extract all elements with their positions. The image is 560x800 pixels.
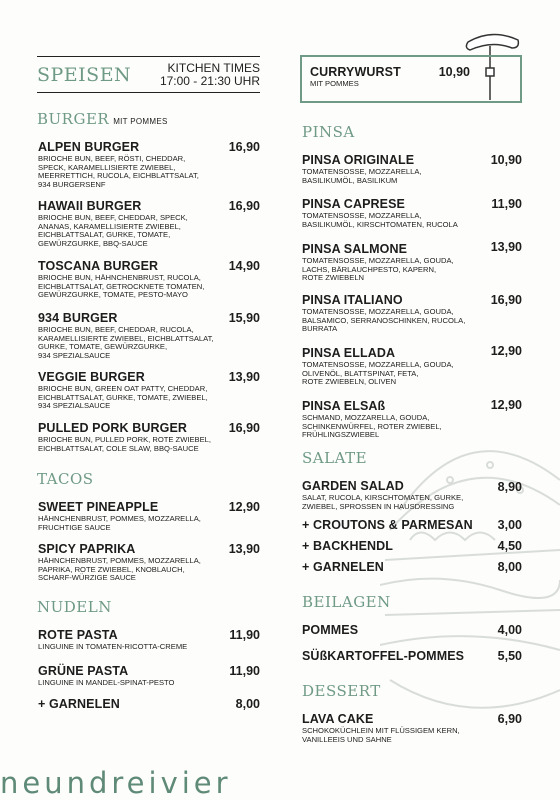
- menu-item: [302, 650, 487, 663]
- item-price: 12,90: [490, 398, 522, 412]
- section-beilagen: BEILAGEN: [302, 593, 391, 611]
- item-name: CURRYWURST: [310, 65, 401, 79]
- item-desc: TOMATENSOSSE, MOZZARELLA, GOUDA, OLIVENÖL, BLATTSPINAT, FETA, ROTE ZWIEBELN, OLIVEN: [302, 360, 454, 387]
- item-price: 16,90: [490, 293, 522, 307]
- item-price: 3,00: [497, 518, 522, 532]
- item-price: 13,90: [228, 370, 260, 384]
- item-name: SÜßKARTOFFEL-POMMES: [302, 649, 465, 663]
- item-desc: HÄHNCHENBRUST, POMMES, MOZZARELLA, PAPRIKA, ROTE ZWIEBEL, KNOBLAUCH, SCHARF-WÜRZIGE SAUCE: [38, 556, 201, 583]
- item-price: 10,90: [438, 65, 470, 79]
- item-name: PINSA ELLADA: [302, 346, 396, 360]
- section-burger-sub: MIT POMMES: [113, 117, 168, 126]
- item-name: PINSA ORIGINALE: [302, 153, 415, 167]
- item-price: 15,90: [228, 311, 260, 325]
- section-dessert: DESSERT: [302, 682, 381, 700]
- item-desc: SCHOKOKÜCHLEIN MIT FLÜSSIGEM KERN, VANILLEEIS UND SAHNE: [302, 726, 460, 744]
- item-name: ALPEN BURGER: [38, 140, 140, 154]
- page-title: SPEISEN: [37, 64, 132, 86]
- menu-item: [302, 347, 482, 387]
- item-price: 12,90: [490, 344, 522, 358]
- item-desc: LINGUINE IN MANDEL-SPINAT-PESTO: [38, 678, 175, 687]
- item-price: 11,90: [491, 197, 522, 211]
- menu-item: [302, 480, 487, 511]
- item-desc: BRIOCHE BUN, GREEN OAT PATTY, CHEDDAR, EICHBLATTSALAT, GURKE, TOMATE, ZWIEBEL, 934 SPEZIALSAUCE: [38, 384, 208, 411]
- section-burger-title: BURGER: [37, 110, 110, 128]
- kitchen-times: [140, 62, 260, 88]
- item-price: 6,90: [497, 712, 522, 726]
- item-name: SWEET PINEAPPLE: [38, 500, 159, 514]
- item-name: ROTE PASTA: [38, 628, 118, 642]
- item-desc: BRIOCHE BUN, PULLED PORK, ROTE ZWIEBEL, EICHBLATTSALAT, COLE SLAW, BBQ-SAUCE: [38, 435, 212, 453]
- menu-item: [302, 154, 482, 185]
- item-name: GARDEN SALAD: [302, 479, 404, 493]
- item-price: 11,90: [229, 664, 260, 678]
- item-desc: HÄHNCHENBRUST, POMMES, MOZZARELLA, FRUCHTIGE SAUCE: [38, 514, 201, 532]
- kitchen-times-label: KITCHEN TIMES: [167, 61, 260, 75]
- section-tacos: TACOS: [37, 470, 94, 488]
- item-name: TOSCANA BURGER: [38, 259, 159, 273]
- menu-item: [302, 400, 482, 440]
- item-price: 8,00: [235, 697, 260, 711]
- item-price: 10,90: [490, 153, 522, 167]
- item-name: PINSA ELSAß: [302, 399, 386, 413]
- header-rule-top: [37, 56, 260, 57]
- item-price: 13,90: [228, 542, 260, 556]
- brand-wordmark: neundreivier: [0, 766, 232, 800]
- item-desc: BRIOCHE BUN, BEEF, CHEDDAR, RUCOLA, KARAMELLISIERTE ZWIEBEL, EICHBLATTSALAT, GURKE, TOMATE, GEWÜRZGURKE, 934 SPEZIALSAUCE: [38, 325, 214, 360]
- item-price: 5,50: [497, 649, 522, 663]
- item-desc: LINGUINE IN TOMATEN-RICOTTA-CREME: [38, 642, 188, 651]
- item-price: 4,00: [497, 623, 522, 637]
- item-name: + GARNELEN: [38, 697, 120, 711]
- item-desc: SALAT, RUCOLA, KIRSCHTOMATEN, GURKE, ZWIEBEL, SPROSSEN IN HAUSDRESSING: [302, 493, 464, 511]
- item-desc: BRIOCHE BUN, BEEF, CHEDDAR, SPECK, ANANAS, KARAMELLISIERTE ZWIEBEL, EICHBLATTSALAT, GURKE, TOMATE, GEWÜRZGURKE, BBQ-SAUCE: [38, 213, 188, 248]
- item-price: 12,90: [228, 500, 260, 514]
- menu-item: [302, 243, 482, 283]
- kitchen-times-hours: 17:00 - 21:30 UHR: [159, 74, 260, 88]
- item-name: VEGGIE BURGER: [38, 370, 145, 384]
- item-desc: BRIOCHE BUN, HÄHNCHENBRUST, RUCOLA, EICHBLATTSALAT, GETROCKNETE TOMATEN, GEWÜRZGURKE, TOMATE, PESTO-MAYO: [38, 273, 205, 300]
- menu-item: [302, 561, 487, 574]
- item-desc: BRIOCHE BUN, BEEF, RÖSTI, CHEDDAR, SPECK, KARAMELLISIERTE ZWIEBEL, MEERRETTICH, RUCOLA, EICHBLATTSALAT, 934 BURGERSENF: [38, 154, 199, 189]
- item-price: 13,90: [490, 240, 522, 254]
- item-name: + GARNELEN: [302, 560, 384, 574]
- menu-item: [302, 540, 487, 553]
- section-nudeln: NUDELN: [37, 598, 112, 616]
- item-desc: TOMATENSOSSE, MOZZARELLA, GOUDA, BALSAMICO, SERRANOSCHINKEN, RUCOLA, BURRATA: [302, 307, 466, 334]
- item-desc: TOMATENSOSSE, MOZZARELLA, BASILIKUMÖL, BASILIKUM: [302, 167, 422, 185]
- item-name: + CROUTONS & PARMESAN: [302, 518, 473, 532]
- item-name: PINSA SALMONE: [302, 242, 408, 256]
- menu-item: [302, 198, 482, 229]
- menu-item: [302, 713, 487, 744]
- item-desc: MIT POMMES: [310, 79, 359, 88]
- item-price: 14,90: [228, 259, 260, 273]
- section-burger: [37, 110, 168, 128]
- header-rule-bottom: [37, 92, 260, 93]
- item-name: LAVA CAKE: [302, 712, 374, 726]
- item-name: GRÜNE PASTA: [38, 664, 129, 678]
- item-desc: TOMATENSOSSE, MOZZARELLA, GOUDA, LACHS, BÄRLAUCHPESTO, KAPERN, ROTE ZWIEBELN: [302, 256, 454, 283]
- item-price: 11,90: [229, 628, 260, 642]
- item-price: 8,00: [497, 560, 522, 574]
- menu-item: [302, 519, 487, 532]
- menu-item: [302, 294, 487, 334]
- item-name: POMMES: [302, 623, 359, 637]
- item-name: PINSA CAPRESE: [302, 197, 405, 211]
- section-pinsa: PINSA: [302, 123, 355, 141]
- item-name: 934 BURGER: [38, 311, 118, 325]
- burger-illustration-icon: [380, 420, 560, 740]
- item-desc: TOMATENSOSSE, MOZZARELLA, BASILIKUMÖL, KIRSCHTOMATEN, RUCOLA: [302, 211, 458, 229]
- item-price: 16,90: [228, 199, 260, 213]
- item-name: PINSA ITALIANO: [302, 293, 403, 307]
- item-name: HAWAII BURGER: [38, 199, 142, 213]
- menu-item: [302, 624, 487, 637]
- item-name: PULLED PORK BURGER: [38, 421, 188, 435]
- item-desc: SCHMAND, MOZZARELLA, GOUDA, SCHINKENWÜRFEL, ROTER ZWIEBEL, FRÜHLINGSZWIEBEL: [302, 413, 442, 440]
- item-price: 16,90: [228, 140, 260, 154]
- item-name: + BACKHENDL: [302, 539, 394, 553]
- item-price: 16,90: [228, 421, 260, 435]
- item-price: 4,50: [497, 539, 522, 553]
- item-name: SPICY PAPRIKA: [38, 542, 136, 556]
- item-price: 8,90: [497, 480, 522, 494]
- section-salate: SALATE: [302, 449, 368, 467]
